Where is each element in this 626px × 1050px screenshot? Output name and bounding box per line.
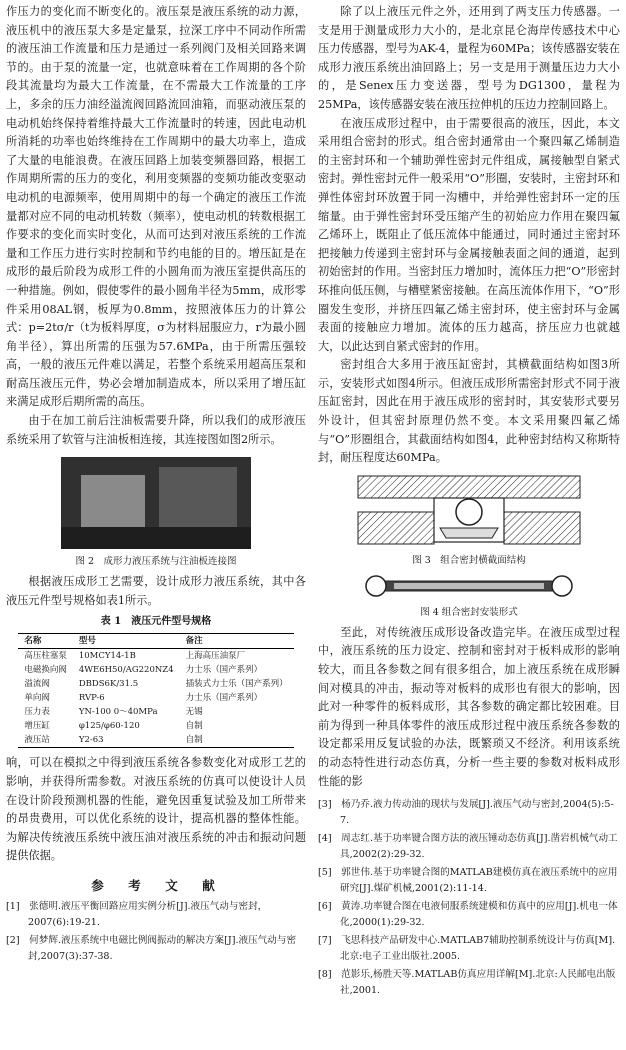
table-cell: 力士乐（国产系列） bbox=[185, 665, 263, 676]
right-column bbox=[318, 3, 620, 1001]
table-cell: 力士乐（国产系列） bbox=[185, 693, 263, 704]
table-row bbox=[18, 663, 293, 677]
table-cell: 压力表 bbox=[24, 707, 50, 718]
table-cell: 自制 bbox=[185, 735, 203, 746]
left-column bbox=[6, 3, 306, 967]
table-1 bbox=[18, 633, 293, 748]
table-cell: 插装式力士乐（国产系列） bbox=[185, 679, 288, 690]
body-paragraph: 响，可以在模拟之中得到液压系统各参数变化对成形工艺的影响，并获得所需参数。对液压系统的仿真可以使设计人员在设计阶段预测机器的性能，避免因重复试验及加工所带来的昂贵费用，可以优化系统的设计，提高机器的整体性能。为解决传统液压系统中液压油对液压系统的冲击和振动问题提供依据。 bbox=[6, 756, 306, 863]
body-paragraph: 由于在加工前后注油板需要升降，所以我们的成形液压系统采用了软管与注油板相连接，其连接图如图2所示。 bbox=[6, 414, 306, 446]
figure-4-caption: 图 4 组合密封安装形式 bbox=[420, 606, 518, 618]
reference-item: [1] 张德明.液压平衡回路应用实例分析[J].液压气动与密封，2007(6):19-21. bbox=[6, 901, 268, 928]
figure-3-diagram bbox=[354, 472, 584, 548]
table-cell: DBDS6K/31.5 bbox=[78, 679, 139, 690]
table-cell: 溢流阀 bbox=[24, 679, 50, 690]
body-paragraph: 作压力的变化而不断变化的。液压泵是液压系统的动力源，液压机中的液压泵大多是定量泵，拉深工序中不同动作所需的液压油工作流量和压力是通过一系列阀门及相关回路来调节的。由于泵的流量一定，也就意味着在工作周期的各个阶段其流量均为最大工作流量，在不需最大工作流量的工序上，多余的压力油经溢流阀回路流回油箱，而驱动液压泵的电动机始终保持着维持最大工作流量时的转速，因此电动机所消耗的功率也始终维持在工作周期中的最大功率上，造成了大量的电能浪费。在液压回路上加装变频器回路，根据工作周期所需的压力的变化，利用变频器的变频功能改变驱动电动机的电源频率，使用周期中的每一个确定的液压工作流量都对应不同的电动机转数（频率），使电动机的转数根据工作要求的变化而实时变化，从而可达到对液压系统的工作流量和工作压力进行实时控制和节约电能的目的。增压缸是在成形的最后阶段为成形工件的小圆角而为液压室提供高压的一种措施。例如，假使零件的最小圆角半径为5mm，成形零件采用08AL钢，板厚为0.8mm，按照液体压力的计算公式：p=2tσ/r（t为板料厚度，σ为材料屈服应力，r为最小圆角半径），算出所需的压强为57.6MPa，由于所需压强较高，一般的液压元件难以满足，若整个系统采用超高压泵和耐高压液压元件，势必会增加制造成本，所以采用了增压缸来满足成形后期所需的高压。 bbox=[6, 5, 306, 409]
reference-item: [2] 何梦辉.液压系统中电磁比例阀振动的解决方案[J].液压气动与密封,2007(3):37-38. bbox=[6, 935, 297, 962]
table-row bbox=[18, 733, 293, 748]
body-paragraph: 至此，对传统液压成形设备改造完毕。在液压成型过程中，液压系统的压力设定、控制和密封对于板料成形的影响较大，而且各参数之间有很多组合，加上液压系统在成形瞬间对模具的冲击，振动等对板料的成形也有很大的影响，因此对一种零件的板料成形，其各参数的确定都比较困难。目前为得到一种具体零件的液压成形过程中液压系统各参数的设定都采用反复试验的办法，既繁琐又不经济。利用该系统的动态特性进行动态仿真，分析一些主要的参数对板料成形性能的影 bbox=[318, 625, 620, 788]
table-row bbox=[18, 691, 293, 705]
table-1-title: 表 1 液压元件型号规格 bbox=[100, 616, 212, 628]
table-cell: YN-100 0～40MPa bbox=[78, 707, 158, 718]
table-cell: 单向阀 bbox=[24, 693, 50, 704]
table-cell: 高压柱塞泵 bbox=[24, 651, 67, 662]
reference-item: [3] 杨乃乔.液力传动油的现状与发展[J].液压气动与密封,2004(5):5-7. bbox=[318, 799, 614, 826]
reference-item: [5] 郭世伟.基于功率键合图的MATLAB建模仿真在液压系统中的应用研究[J].煤矿机械,2001(2):11-14. bbox=[318, 867, 618, 894]
table-header-cell: 名称 bbox=[24, 636, 42, 647]
table-header-cell: 备注 bbox=[185, 636, 203, 647]
reference-item: [7] 飞思科技产品研发中心.MATLAB7辅助控制系统设计与仿真[M].北京:电子工业出版社.2005. bbox=[318, 935, 616, 962]
table-cell: 增压缸 bbox=[24, 721, 50, 732]
table-cell: 无锡 bbox=[185, 707, 203, 718]
reference-item: [4] 周志红.基于功率键合图方法的液压锤动态仿真[J].凿岩机械气动工具,2002(2):29-32. bbox=[318, 833, 618, 860]
table-cell: 自制 bbox=[185, 721, 203, 732]
figure-2-caption: 图 2 成形力液压系统与注油板连接图 bbox=[75, 556, 237, 568]
table-header-row bbox=[18, 634, 293, 649]
table-cell: 上海高压油泵厂 bbox=[185, 651, 246, 662]
table-row bbox=[18, 649, 293, 664]
table-row bbox=[18, 677, 293, 691]
figure-2-photo bbox=[61, 457, 251, 549]
body-paragraph: 根据液压成形工艺需要，设计成形力液压系统，其中各液压元件型号规格如表1所示。 bbox=[6, 575, 306, 607]
table-cell: 10MCY14-1B bbox=[78, 651, 136, 662]
table-cell: φ125/φ60-120 bbox=[78, 721, 140, 732]
table-cell: Y2-63 bbox=[78, 735, 104, 746]
reference-item: [6] 黄涛.功率键合图在电液伺服系统建模和仿真中的应用[J].机电一体化,2000(1):29-32. bbox=[318, 901, 618, 928]
figure-3-caption: 图 3 组合密封横截面结构 bbox=[412, 554, 526, 566]
table-row bbox=[18, 719, 293, 733]
table-header-cell: 型号 bbox=[78, 636, 96, 647]
body-paragraph: 除了以上液压元件之外，还用到了两支压力传感器。一支是用于测量成形力大小的，是北京昆仑海岸传感技术中心压力传感器，型号为AK-4，量程为60MPa；该传感器安装在成形力液压系统出油回路上；另一支是用于测量压边力大小的，是Senex压力变送器，型号为DG1300，量程为25MPa，该传感器安装在液压拉伸机的压边力控制回路上。 bbox=[318, 5, 620, 111]
table-cell: 电磁换向阀 bbox=[24, 665, 67, 676]
reference-item: [8] 范影乐,杨胜天等.MATLAB仿真应用详解[M].北京:人民邮电出版社,2001. bbox=[318, 969, 616, 996]
references-title: 参 考 文 献 bbox=[91, 878, 221, 893]
table-row bbox=[18, 705, 293, 719]
table-cell: RVP-6 bbox=[78, 693, 105, 704]
figure-4-diagram bbox=[354, 572, 584, 600]
body-paragraph: 密封组合大多用于液压缸密封，其横截面结构如图3所示，安装形式如图4所示。但液压成形所需密封形式不同于液压缸密封，因此在用于液压成形的密封时，其安装形式要另外设计，但其密封原理仍然不变。本文采用聚四氟乙烯与“O”形圈组合，其截面结构如图4，此种密封结构又称斯特封，耐压程度达60MPa。 bbox=[318, 358, 620, 465]
table-cell: 4WE6H50/AG220NZ4 bbox=[78, 665, 174, 676]
table-cell: 液压站 bbox=[24, 735, 50, 746]
body-paragraph: 在液压成形过程中，由于需要很高的液压，因此，本文采用组合密封的形式。组合密封通常由一个聚四氟乙烯制造的主密封环和一个辅助弹性密封元件组成，属接触型自紧式密封。弹性密封元件一般采用“O”形圈，安装时，主密封环和弹性体密封环放置于同一沟槽中，并给弹性密封环一定的压缩量。由于弹性密封环受压缩产生的初始应力作用在聚四氟乙烯环上，既阻止了低压流体中能通过，同时通过主密封环把接触力传递到主密封环与金属接触表面之间的通道，起到初始密封的作用。当密封压力增加时，流体压力把“O”形密封环推向低压侧，与槽壁紧密接触。在高压流体作用下，“O”形圈发生变形，并挤压四氟乙烯主密封环，使主密封环与金属表面的接触应力增加。流体的压力越高，挤压应力也就越大，以此达到自紧式密封的作用。 bbox=[318, 116, 620, 353]
